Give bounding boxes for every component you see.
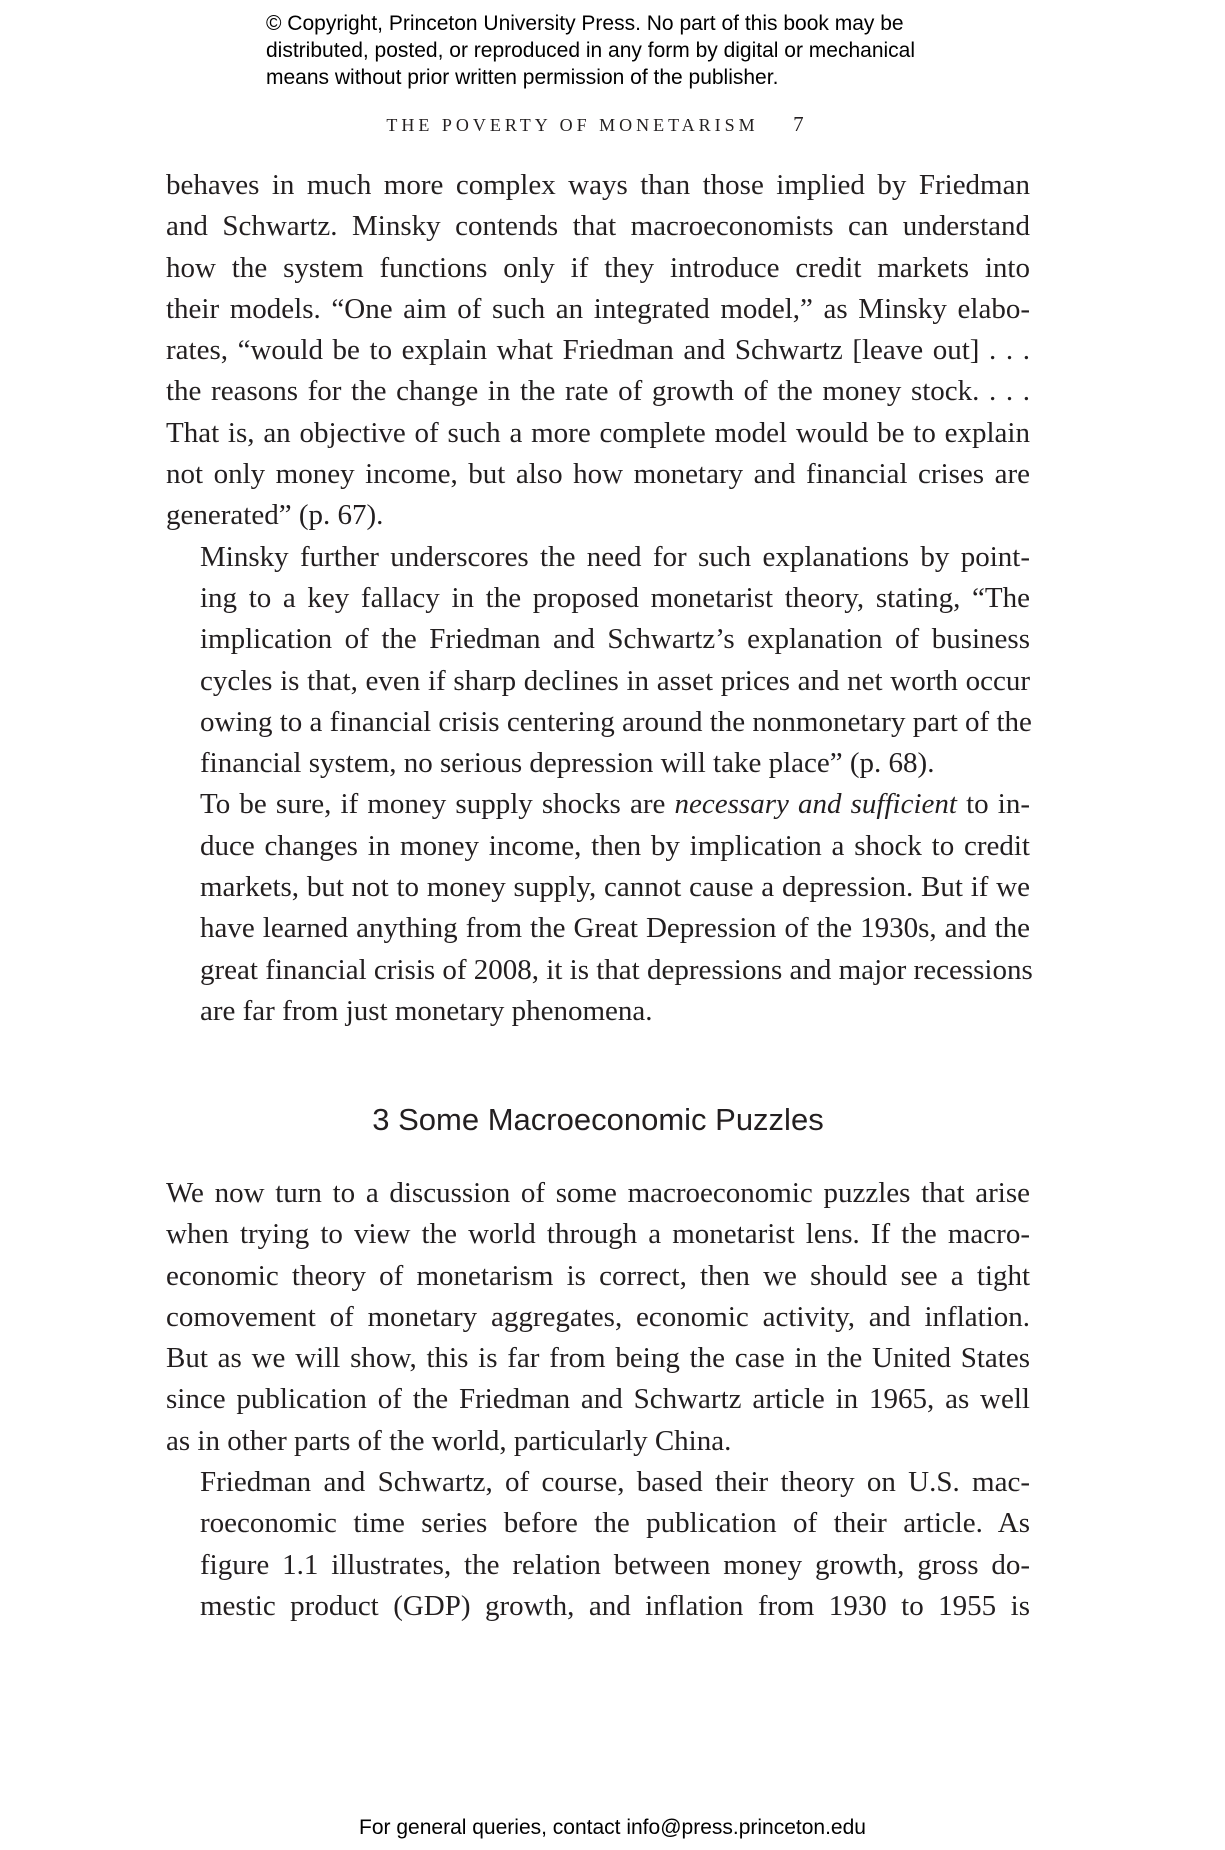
paragraph: [166, 537, 1030, 785]
footer-contact: For general queries, contact info@press.princeton.edu: [359, 1816, 866, 1839]
copyright-notice: [266, 10, 986, 91]
text-line: as in other parts of the world, particularly China.: [166, 1424, 732, 1457]
paragraph: [166, 165, 1030, 537]
text-line: financial system, no serious depression will take place” (p. 68).: [200, 747, 935, 780]
italic-emphasis: necessary and sufficient: [674, 788, 957, 821]
text-line: comovement of monetary aggregates, economic activity, and inflation.: [166, 1300, 1030, 1333]
text-line: great financial crisis of 2008, it is that depressions and major recessions: [200, 953, 1033, 986]
text-line: mestic product (GDP) growth, and inflation from 1930 to 1955 is: [200, 1589, 1030, 1622]
text-line: roeconomic time series before the publication of their article. As: [200, 1507, 1030, 1540]
text-line: when trying to view the world through a monetarist lens. If the macro-: [166, 1218, 1030, 1251]
text-line: rates, “would be to explain what Friedman and Schwartz [leave out] . . .: [166, 334, 1030, 367]
text-run: to in-: [956, 788, 1030, 821]
text-line: behaves in much more complex ways than those implied by Friedman: [166, 169, 1030, 201]
copyright-line: © Copyright, Princeton University Press. No part of this book may be: [266, 12, 904, 35]
running-head-title: THE POVERTY OF MONETARISM: [386, 115, 759, 135]
text-line: have learned anything from the Great Depression of the 1930s, and the: [200, 912, 1030, 945]
text-line: are far from just monetary phenomena.: [200, 994, 653, 1027]
paragraph: [166, 1462, 1030, 1627]
text-line: [166, 784, 1030, 825]
text-line: since publication of the Friedman and Schwartz article in 1965, as well: [166, 1383, 1030, 1416]
text-line: Minsky further underscores the need for such explanations by point-: [200, 540, 1030, 573]
text-line: not only money income, but also how monetary and financial crises are: [166, 458, 1030, 491]
paragraph: [166, 1173, 1030, 1462]
text-line: figure 1.1 illustrates, the relation between money growth, gross do-: [200, 1548, 1030, 1581]
text-line: generated” (p. 67).: [166, 499, 384, 532]
copyright-line: distributed, posted, or reproduced in any form by digital or mechanical: [266, 39, 916, 62]
page-number: 7: [793, 112, 804, 136]
body-text-block-2: [166, 1173, 1030, 1627]
text-line: owing to a financial crisis centering around the nonmonetary part of the: [200, 705, 1032, 738]
copyright-line: means without prior written permission of the publisher.: [266, 66, 779, 89]
text-line: ing to a key fallacy in the proposed monetarist theory, stating, “The: [200, 581, 1030, 614]
text-line: how the system functions only if they introduce credit markets into: [166, 251, 1030, 284]
paragraph: [166, 784, 1033, 1032]
text-line: cycles is that, even if sharp declines in asset prices and net worth occur: [200, 664, 1030, 697]
text-line: That is, an objective of such a more complete model would be to explain: [166, 416, 1030, 449]
text-line: their models. “One aim of such an integrated model,” as Minsky elabo-: [166, 292, 1030, 325]
text-line: markets, but not to money supply, cannot cause a depression. But if we: [200, 871, 1030, 904]
running-head: [165, 112, 1025, 137]
text-line: and Schwartz. Minsky contends that macroeconomists can understand: [166, 210, 1030, 243]
text-line: We now turn to a discussion of some macroeconomic puzzles that arise: [166, 1177, 1030, 1209]
text-line: economic theory of monetarism is correct, then we should see a tight: [166, 1259, 1030, 1292]
text-line: duce changes in money income, then by implication a shock to credit: [200, 829, 1030, 862]
text-run: To be sure, if money supply shocks are: [200, 788, 675, 821]
body-text-block-1: [166, 165, 1033, 1032]
text-line: But as we will show, this is far from being the case in the United States: [166, 1342, 1030, 1375]
text-line: the reasons for the change in the rate of growth of the money stock. . . .: [166, 375, 1030, 408]
text-line: Friedman and Schwartz, of course, based their theory on U.S. mac-: [200, 1466, 1030, 1499]
text-line: implication of the Friedman and Schwartz’s explanation of business: [200, 623, 1030, 656]
section-heading: 3 Some Macroeconomic Puzzles: [372, 1102, 824, 1137]
